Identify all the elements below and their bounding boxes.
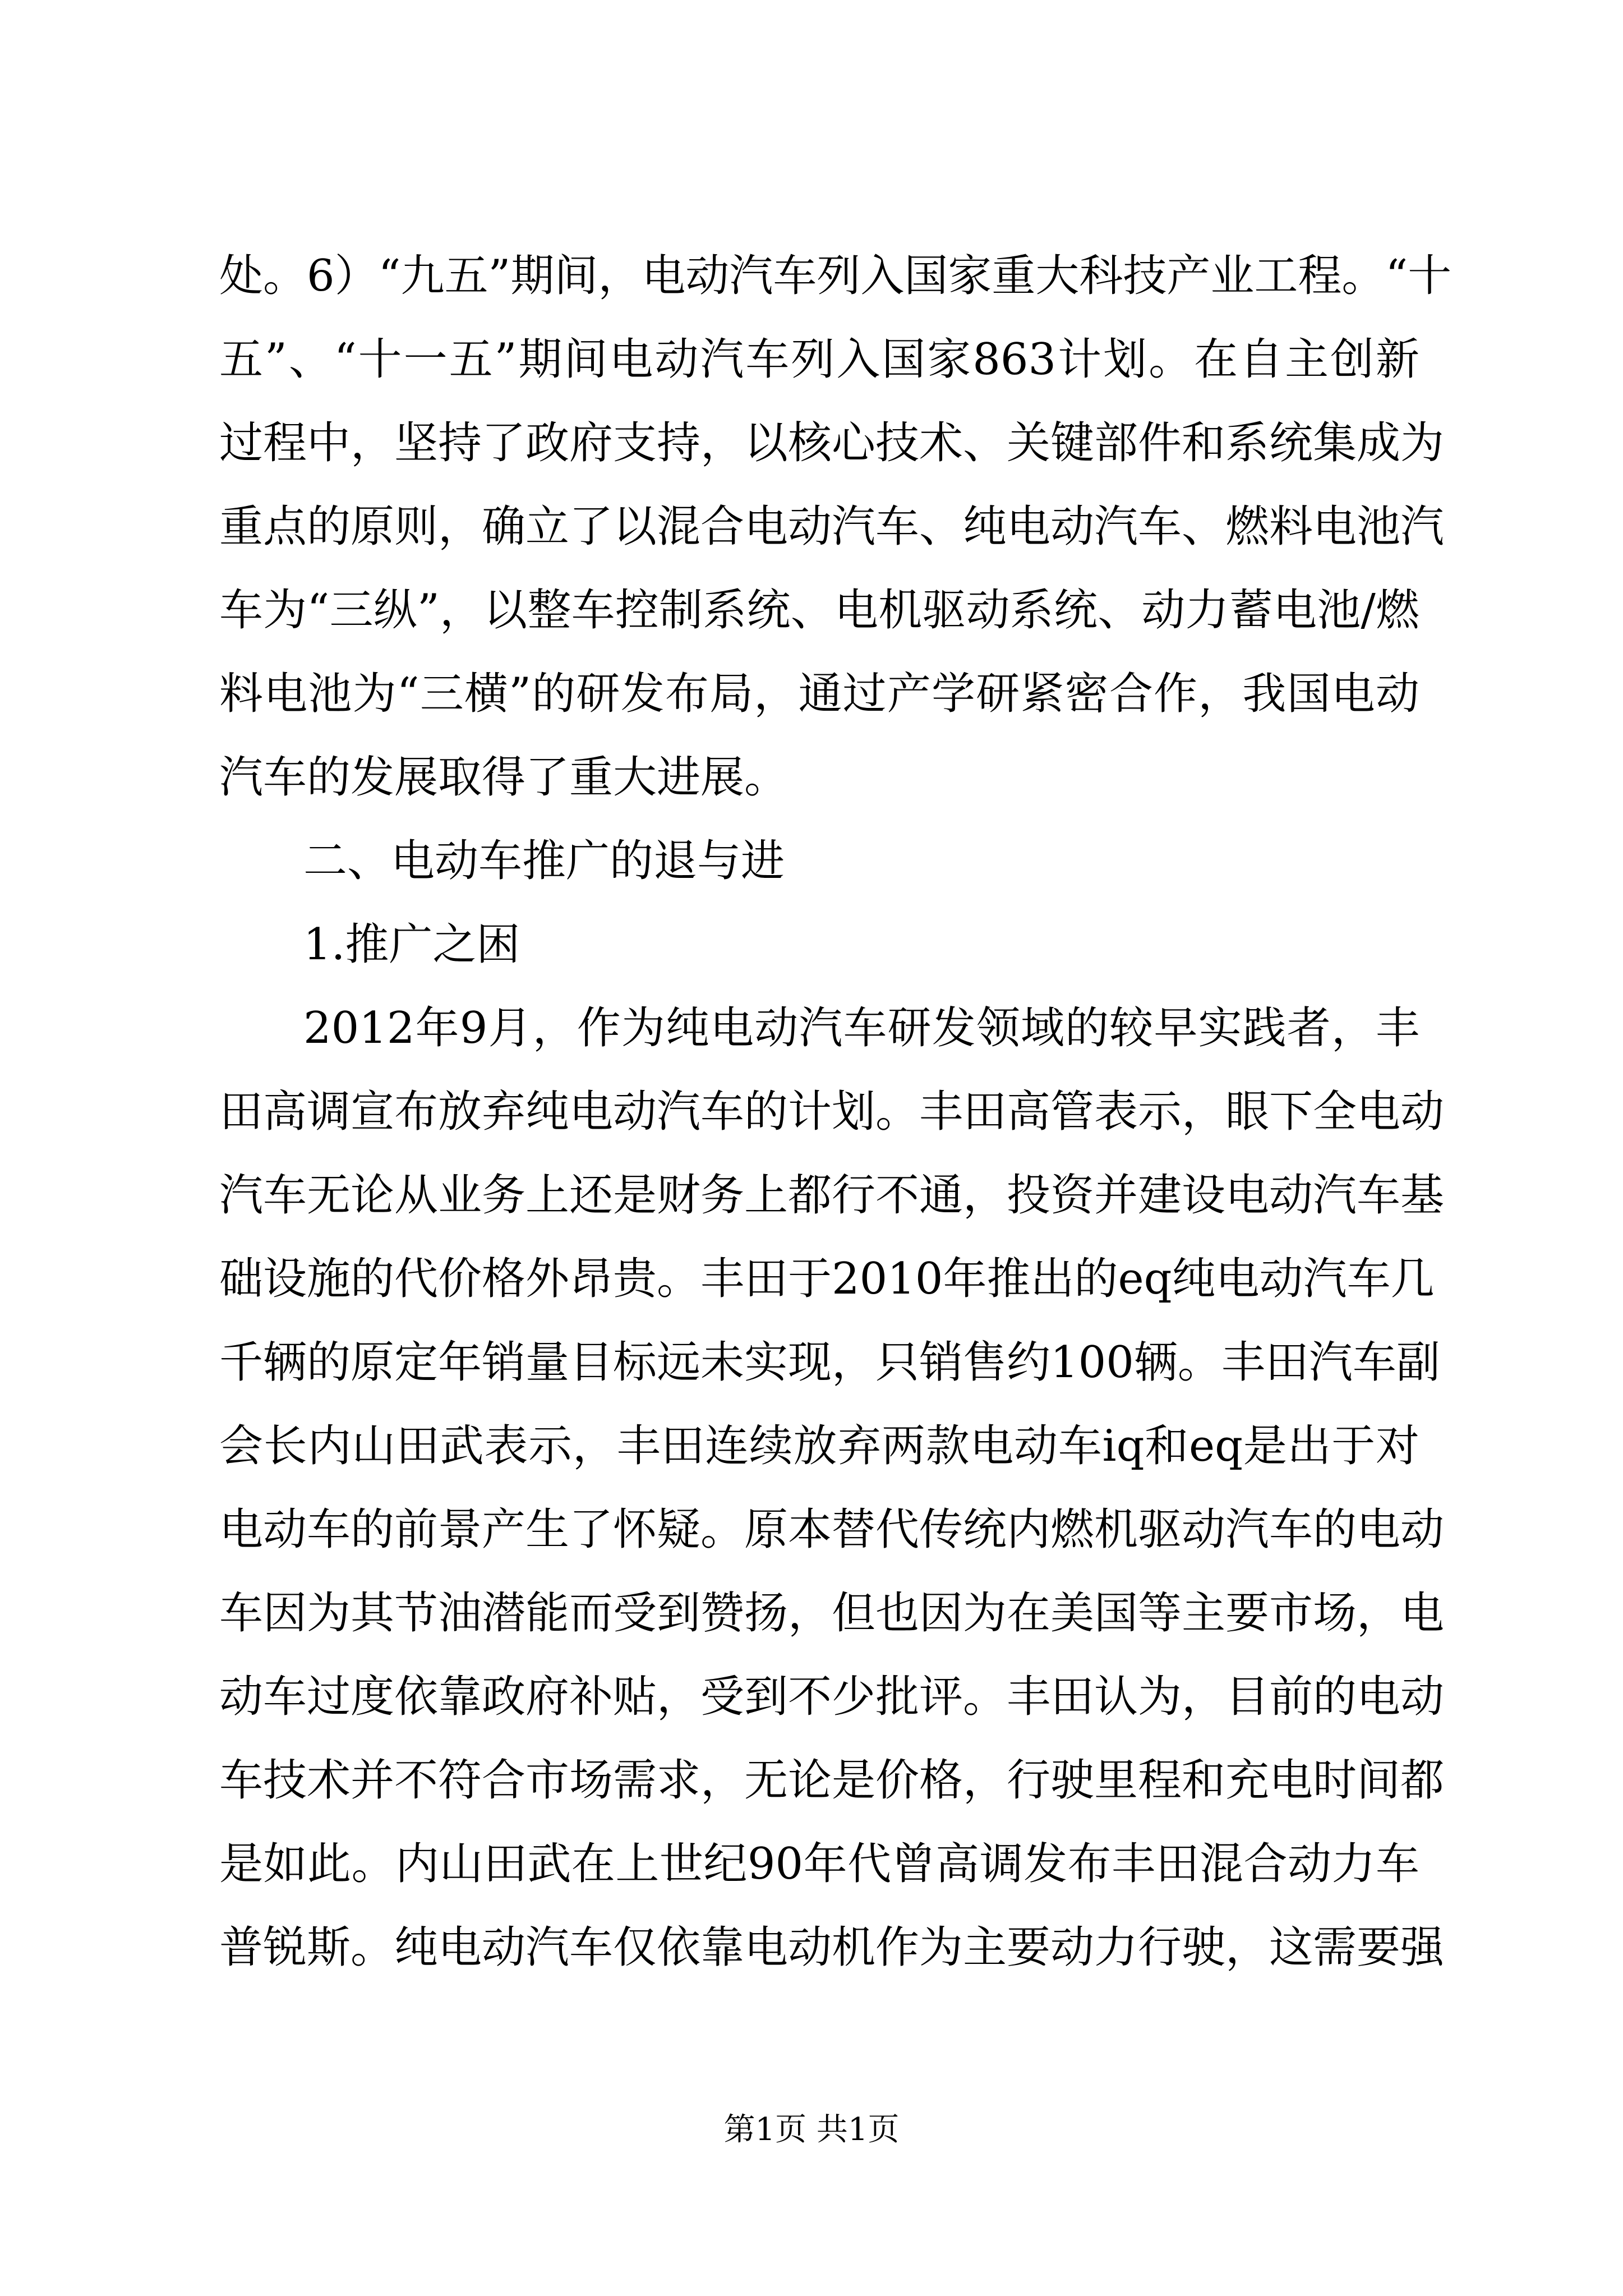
body-text-line: 电动车的前景产生了怀疑。原本替代传统内燃机驱动汽车的电动 xyxy=(219,1504,1445,1555)
body-text-line: 五”、“十一五”期间电动汽车列入国家863计划。在自主创新 xyxy=(219,334,1419,385)
body-text-line: 2012年9月，作为纯电动汽车研发领域的较早实践者，丰 xyxy=(303,1003,1419,1053)
body-text-line: 过程中，坚持了政府支持，以核心技术、关键部件和系统集成为 xyxy=(219,418,1445,468)
body-text-line: 料电池为“三横”的研发布局，通过产学研紧密合作，我国电动 xyxy=(219,669,1419,719)
body-text-line: 汽车的发展取得了重大进展。 xyxy=(219,752,789,803)
body-text-line: 动车过度依靠政府补贴，受到不少批评。丰田认为，目前的电动 xyxy=(219,1672,1445,1722)
body-text-line: 车因为其节油潜能而受到赞扬，但也因为在美国等主要市场，电 xyxy=(219,1588,1445,1639)
subsection-heading: 1.推广之困 xyxy=(303,919,520,970)
body-text-line: 千辆的原定年销量目标远未实现，只销售约100辆。丰田汽车副 xyxy=(219,1337,1440,1388)
page-footer: 第1页 共1页 xyxy=(723,2111,900,2148)
body-text-line: 会长内山田武表示，丰田连续放弃两款电动车iq和eq是出于对 xyxy=(219,1421,1419,1471)
body-text-line: 重点的原则，确立了以混合电动汽车、纯电动汽车、燃料电池汽 xyxy=(219,501,1445,552)
body-text-line: 汽车无论从业务上还是财务上都行不通，投资并建设电动汽车基 xyxy=(219,1170,1445,1221)
body-text-line: 普锐斯。纯电动汽车仅依靠电动机作为主要动力行驶，这需要强 xyxy=(219,1922,1445,1973)
section-heading: 二、电动车推广的退与进 xyxy=(303,836,785,886)
body-text-line: 田高调宣布放弃纯电动汽车的计划。丰田高管表示，眼下全电动 xyxy=(219,1087,1445,1137)
body-text-line: 处。6）“九五”期间，电动汽车列入国家重大科技产业工程。“十 xyxy=(219,251,1452,301)
body-text-line: 础设施的代价格外昂贵。丰田于2010年推出的eq纯电动汽车几 xyxy=(219,1254,1435,1304)
body-text-line: 车技术并不符合市场需求，无论是价格，行驶里程和充电时间都 xyxy=(219,1755,1445,1806)
body-text-line: 是如此。内山田武在上世纪90年代曾高调发布丰田混合动力车 xyxy=(219,1839,1419,1889)
body-text-line: 车为“三纵”，以整车控制系统、电机驱动系统、动力蓄电池/燃 xyxy=(219,585,1419,636)
